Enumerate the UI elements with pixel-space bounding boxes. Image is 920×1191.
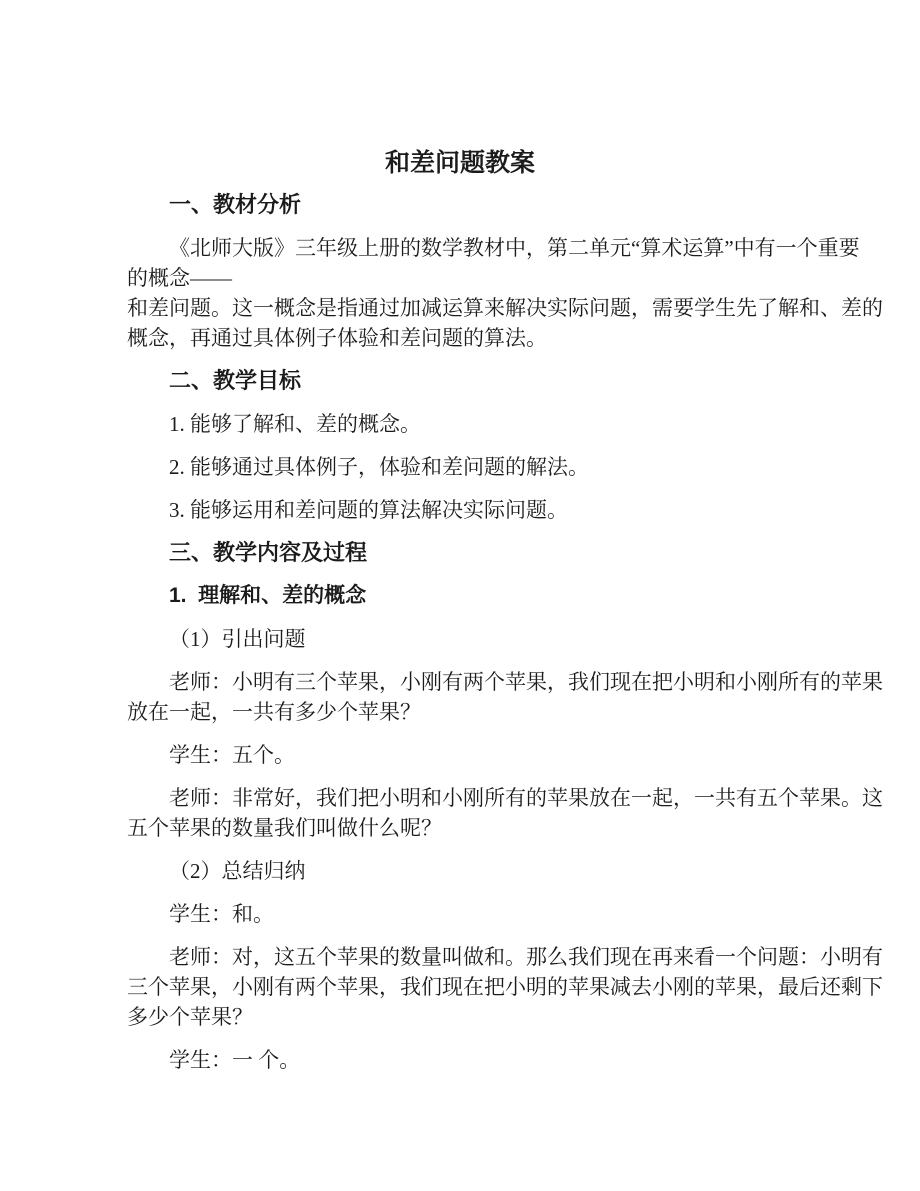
- document-title: 和差问题教案: [384, 149, 535, 177]
- section-heading-teaching-goals: 二、教学目标: [169, 368, 302, 393]
- step-summarize: [127, 856, 793, 886]
- goal-item-1: [127, 409, 793, 439]
- paragraph-line: 概念，再通过具体例子体验和差问题的算法。: [127, 326, 547, 350]
- paragraph-line: （2）总结归纳: [169, 859, 306, 883]
- paragraph-line: 学生：和。: [169, 902, 274, 926]
- paragraph-line: 《北师大版》三年级上册的数学教材中，第二单元“算术运算”中有一个重要: [169, 236, 860, 260]
- paragraph-material-analysis: [127, 233, 883, 353]
- paragraph-line: 老师：小明有三个苹果，小刚有两个苹果，我们现在把小明和小刚所有的苹果: [169, 670, 883, 694]
- dialog-teacher-question-difference: [127, 942, 883, 1032]
- section-heading-teaching-content: 三、教学内容及过程: [169, 540, 368, 565]
- paragraph-line: 2. 能够通过具体例子，体验和差问题的解法。: [169, 455, 589, 479]
- paragraph-line: 五个苹果的数量我们叫做什么呢？: [127, 816, 442, 840]
- dialog-teacher-question-sum: [127, 667, 883, 727]
- step-raise-question: [127, 624, 793, 654]
- dialog-student-answer-five: [127, 740, 793, 770]
- section-heading-material-analysis: 一、教材分析: [169, 192, 302, 217]
- dialog-student-answer-one: [127, 1045, 793, 1075]
- paragraph-line: 和差问题。这一概念是指通过加减运算来解决实际问题，需要学生先了解和、差的: [127, 296, 883, 320]
- goal-item-2: [127, 452, 793, 482]
- paragraph-line: （1）引出问题: [169, 627, 306, 651]
- paragraph-line: 的概念——: [127, 266, 232, 290]
- paragraph-line: 三个苹果，小刚有两个苹果，我们现在把小明的苹果减去小刚的苹果，最后还剩下: [127, 975, 883, 999]
- paragraph-line: 3. 能够运用和差问题的算法解决实际问题。: [169, 498, 568, 522]
- dialog-student-answer-sum: [127, 899, 793, 929]
- subheading-understand-concepts: 1. 理解和、差的概念: [169, 584, 367, 607]
- paragraph-line: 放在一起，一共有多少个苹果？: [127, 700, 421, 724]
- paragraph-line: 老师：非常好，我们把小明和小刚所有的苹果放在一起，一共有五个苹果。这: [169, 786, 883, 810]
- paragraph-line: 学生：一 个。: [169, 1048, 301, 1072]
- dialog-teacher-followup: [127, 783, 883, 843]
- paragraph-line: 多少个苹果？: [127, 1005, 253, 1029]
- paragraph-line: 学生：五个。: [169, 743, 295, 767]
- paragraph-line: 1. 能够了解和、差的概念。: [169, 412, 421, 436]
- goal-item-3: [127, 495, 793, 525]
- paragraph-line: 老师：对，这五个苹果的数量叫做和。那么我们现在再来看一个问题：小明有: [169, 945, 883, 969]
